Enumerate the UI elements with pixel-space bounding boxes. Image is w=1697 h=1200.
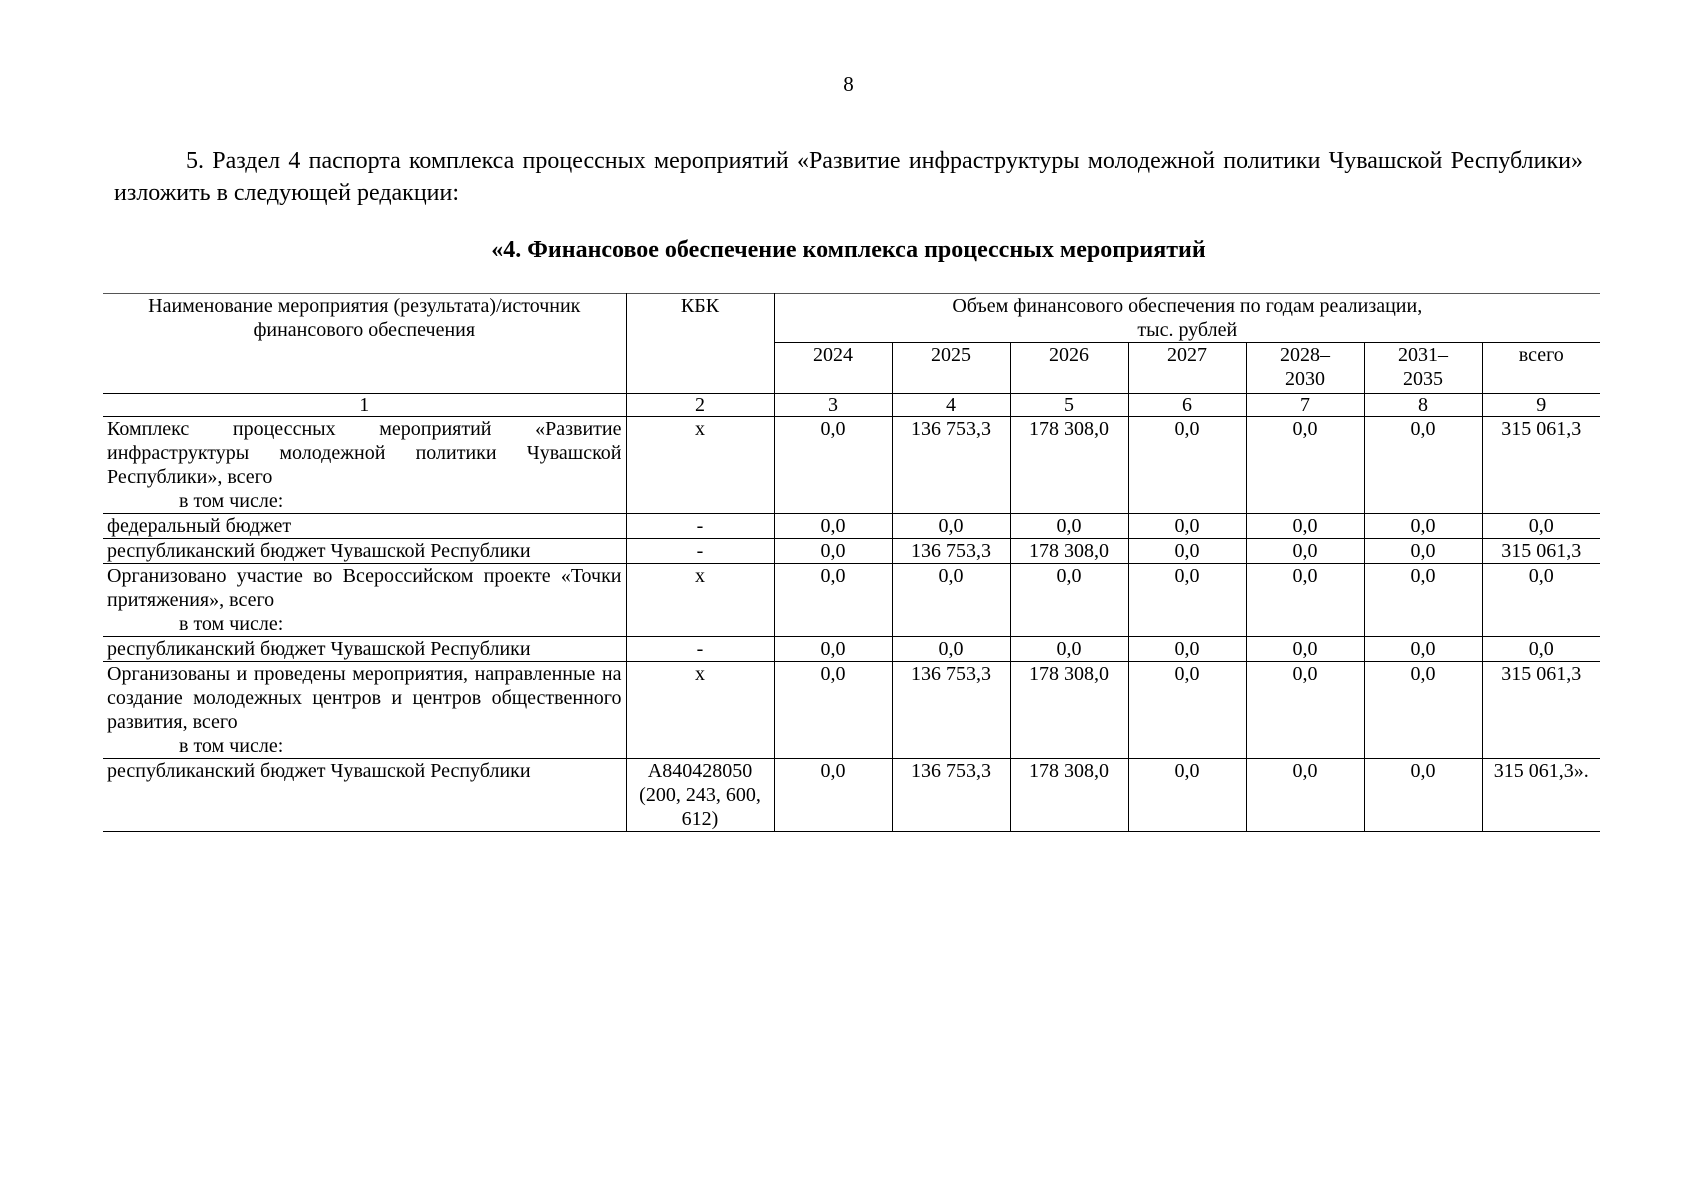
row-kbk: - <box>626 539 774 564</box>
row-value: 178 308,0 <box>1010 662 1128 759</box>
row-value: 0,0 <box>1010 564 1128 637</box>
row-name-text: федеральный бюджет <box>107 515 292 537</box>
row-value: 0,0 <box>1128 759 1246 832</box>
row-sub-label: в том числе: <box>179 613 284 635</box>
row-value: 0,0 <box>1128 637 1246 662</box>
row-name-text: Комплекс процессных мероприятий «Развитие инфраструктуры молодежной политики Чувашской Республики», всего <box>107 418 622 488</box>
row-value: 0,0 <box>1364 514 1482 539</box>
page-number: 8 <box>843 72 854 96</box>
row-value: 0,0 <box>774 637 892 662</box>
row-value: 0,0 <box>892 564 1010 637</box>
row-name <box>103 539 626 564</box>
row-name-text: республиканский бюджет Чувашской Республики <box>107 540 531 562</box>
row-total: 0,0 <box>1482 637 1600 662</box>
row-total: 315 061,3». <box>1482 759 1600 832</box>
row-value: 0,0 <box>1128 662 1246 759</box>
row-name-text: республиканский бюджет Чувашской Республики <box>107 638 531 660</box>
table-row <box>103 637 1600 662</box>
row-sub-label: в том числе: <box>179 490 284 512</box>
table-row <box>103 662 1600 759</box>
row-total: 315 061,3 <box>1482 662 1600 759</box>
row-value: 0,0 <box>1128 417 1246 514</box>
financing-table <box>103 293 1600 832</box>
row-total: 315 061,3 <box>1482 417 1600 514</box>
header-name: Наименование мероприятия (результата)/источник финансового обеспечения <box>103 294 626 394</box>
header-kbk: КБК <box>626 294 774 394</box>
column-number: 8 <box>1364 394 1482 417</box>
row-kbk: х <box>626 417 774 514</box>
row-kbk: - <box>626 514 774 539</box>
header-year: 2025 <box>892 343 1010 394</box>
row-value: 178 308,0 <box>1010 539 1128 564</box>
header-year: 2026 <box>1010 343 1128 394</box>
column-number: 1 <box>103 394 626 417</box>
row-name-text: Организовано участие во Всероссийском проекте «Точки притяжения», всего <box>107 565 622 611</box>
column-numbers-row <box>103 394 1600 417</box>
row-sub-label: в том числе: <box>179 735 284 757</box>
row-value: 0,0 <box>1246 759 1364 832</box>
row-kbk: х <box>626 662 774 759</box>
intro-paragraph: 5. Раздел 4 паспорта комплекса процессных мероприятий «Развитие инфраструктуры молодежной политики Чувашской Республики» изложить в следующей редакции: <box>114 148 1583 206</box>
header-volume: Объем финансового обеспечения по годам реализации, тыс. рублей <box>774 294 1600 343</box>
column-number: 4 <box>892 394 1010 417</box>
row-value: 136 753,3 <box>892 662 1010 759</box>
row-value: 0,0 <box>1128 514 1246 539</box>
column-number: 5 <box>1010 394 1128 417</box>
section-title: «4. Финансовое обеспечение комплекса процессных мероприятий <box>491 237 1206 263</box>
row-name <box>103 759 626 832</box>
row-kbk: А840428050 (200, 243, 600, 612) <box>626 759 774 832</box>
row-total: 0,0 <box>1482 514 1600 539</box>
row-value: 0,0 <box>1246 637 1364 662</box>
header-total: всего <box>1482 343 1600 394</box>
row-value: 0,0 <box>1246 514 1364 539</box>
row-value: 0,0 <box>774 759 892 832</box>
row-value: 0,0 <box>1010 637 1128 662</box>
row-name-text: Организованы и проведены мероприятия, направленные на создание молодежных центров и центров общественного развития, всего <box>107 663 622 733</box>
row-value: 0,0 <box>1010 514 1128 539</box>
row-name <box>103 662 626 759</box>
row-value: 0,0 <box>1364 637 1482 662</box>
table-row <box>103 514 1600 539</box>
row-kbk: - <box>626 637 774 662</box>
row-value: 178 308,0 <box>1010 417 1128 514</box>
header-year: 2031–2035 <box>1364 343 1482 394</box>
column-number: 3 <box>774 394 892 417</box>
row-value: 0,0 <box>1364 564 1482 637</box>
row-name <box>103 564 626 637</box>
column-number: 2 <box>626 394 774 417</box>
row-value: 0,0 <box>774 417 892 514</box>
column-number: 7 <box>1246 394 1364 417</box>
row-value: 0,0 <box>1246 564 1364 637</box>
column-number: 6 <box>1128 394 1246 417</box>
row-value: 0,0 <box>1364 539 1482 564</box>
row-value: 0,0 <box>1246 417 1364 514</box>
table-row <box>103 564 1600 637</box>
row-value: 0,0 <box>1364 662 1482 759</box>
row-value: 0,0 <box>1364 417 1482 514</box>
row-name <box>103 514 626 539</box>
row-name <box>103 417 626 514</box>
header-year: 2028–2030 <box>1246 343 1364 394</box>
row-value: 0,0 <box>1128 564 1246 637</box>
row-name <box>103 637 626 662</box>
row-value: 0,0 <box>1364 759 1482 832</box>
row-value: 0,0 <box>774 662 892 759</box>
row-value: 0,0 <box>774 564 892 637</box>
row-total: 315 061,3 <box>1482 539 1600 564</box>
row-value: 178 308,0 <box>1010 759 1128 832</box>
header-year: 2027 <box>1128 343 1246 394</box>
row-value: 0,0 <box>892 514 1010 539</box>
row-total: 0,0 <box>1482 564 1600 637</box>
row-name-text: республиканский бюджет Чувашской Республики <box>107 760 531 782</box>
row-value: 136 753,3 <box>892 417 1010 514</box>
row-value: 0,0 <box>1246 539 1364 564</box>
row-value: 136 753,3 <box>892 539 1010 564</box>
row-value: 0,0 <box>1128 539 1246 564</box>
column-number: 9 <box>1482 394 1600 417</box>
row-value: 0,0 <box>892 637 1010 662</box>
row-kbk: х <box>626 564 774 637</box>
table-row <box>103 539 1600 564</box>
header-year: 2024 <box>774 343 892 394</box>
table-row <box>103 759 1600 832</box>
table-row <box>103 417 1600 514</box>
row-value: 0,0 <box>1246 662 1364 759</box>
row-value: 0,0 <box>774 514 892 539</box>
row-value: 0,0 <box>774 539 892 564</box>
row-value: 136 753,3 <box>892 759 1010 832</box>
